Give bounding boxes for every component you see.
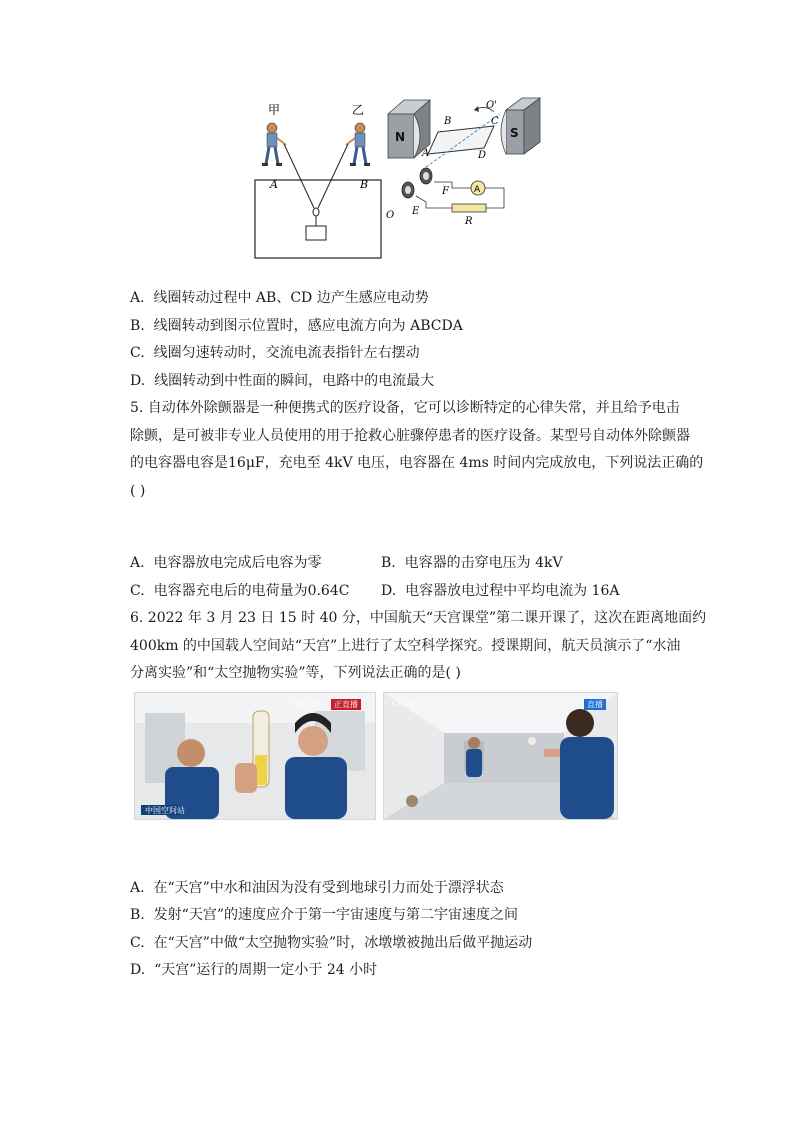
option-text: 在“天宫”中水和油因为没有受到地球引力而处于漂浮状态 [153,880,504,896]
label-O: O [386,210,395,221]
q6-stem-line: 6. 2022 年 3 月 23 日 15 时 40 分，中国航天“天宫课堂”第二课开课了，这次在距离地面约 [130,610,707,626]
q4-option-c[interactable] [130,343,420,363]
option-letter: A. [130,880,145,896]
q6-stem-line: 400km 的中国载人空间站“天宫”上进行了太空科学探究。授课期间，航天员演示了“水油 [130,638,681,654]
q4-option-d[interactable] [130,371,434,391]
q5-answer-paren: ( ) [130,483,146,499]
label-F: F [442,186,449,197]
option-letter: D. [130,962,146,978]
option-text: 电容器的击穿电压为 4kV [404,555,563,571]
label-E: E [412,206,420,217]
q5-stem-line: 5. 自动体外除颤器是一种便携式的医疗设备，它可以诊断特定的心律失常，并且给予电击 [130,400,680,416]
q6-option-c[interactable] [130,933,532,953]
q5-stem-line: 除颤，是可被非专业人员使用的用于抢救心脏骤停患者的医疗设备。某型号自动体外除颤器 [130,428,690,444]
label-R: R [465,216,473,227]
q5-option-c[interactable] [130,581,349,601]
option-text: 发射“天宫”的速度应介于第一宇宙速度与第二宇宙速度之间 [153,907,518,923]
q6-option-b[interactable] [130,905,518,925]
option-text: “天宫”运行的周期一定小于 24 小时 [154,962,378,978]
option-letter: A. [130,290,145,306]
live-badge: 正直播 [331,699,361,710]
label-N: N [395,130,406,144]
option-text: 在“天宫”中做“太空抛物实验”时，冰墩墩被抛出后做平抛运动 [153,935,533,951]
label-A-left: A [270,178,278,191]
q5-stem-line: 的电容器电容是16μF，充电至 4kV 电压，电容器在 4ms 时间内完成放电，下列说法正确的 [130,455,704,471]
option-letter: D. [381,583,397,599]
rope-tension-figure [250,100,390,262]
label-A-coil: A [422,148,430,159]
option-letter: C. [130,583,145,599]
label-C-coil: C [491,116,499,127]
photo-water-oil-experiment [134,692,376,820]
channel-badge: CCTV [392,699,414,708]
option-letter: C. [130,345,145,361]
q6-option-a[interactable] [130,878,504,898]
photo-throwing-experiment [383,692,618,820]
q5-option-a[interactable] [130,553,321,573]
option-text: 线圈转动到图示位置时，感应电流方向为 ABCDA [153,318,463,334]
q6-option-d[interactable] [130,960,377,980]
option-letter: C. [130,935,145,951]
q5-option-b[interactable] [381,553,563,573]
ammeter-label: A [474,185,481,195]
label-S: S [510,126,519,140]
label-D-coil: D [478,150,487,161]
label-B-coil: B [444,116,452,127]
label-yi: 乙 [352,103,365,117]
option-text: 线圈转动到中性面的瞬间，电路中的电流最大 [154,373,435,389]
option-text: 电容器充电后的电荷量为0.64C [153,583,350,599]
live-badge: 直播 [584,699,606,710]
generator-figure [382,96,548,230]
channel-badge: CCTV [295,699,317,708]
label-jia: 甲 [268,103,281,117]
option-letter: A. [130,555,145,571]
q4-option-b[interactable] [130,316,463,336]
option-letter: B. [381,555,396,571]
option-letter: D. [130,373,146,389]
option-text: 线圈匀速转动时，交流电流表指针左右摆动 [153,345,420,361]
label-O-prime: O' [486,100,497,111]
option-letter: B. [130,907,145,923]
q6-stem-line: 分离实验”和“太空抛物实验”等，下列说法正确的是( ) [130,665,461,681]
option-text: 线圈转动过程中 AB、CD 边产生感应电动势 [153,290,429,306]
station-caption: 中国空间站 [145,806,185,815]
label-B-left: B [360,178,369,191]
q5-option-d[interactable] [381,581,619,601]
option-letter: B. [130,318,145,334]
option-text: 电容器放电过程中平均电流为 16A [405,583,620,599]
option-text: 电容器放电完成后电容为零 [153,555,322,571]
q4-option-a[interactable] [130,288,429,308]
